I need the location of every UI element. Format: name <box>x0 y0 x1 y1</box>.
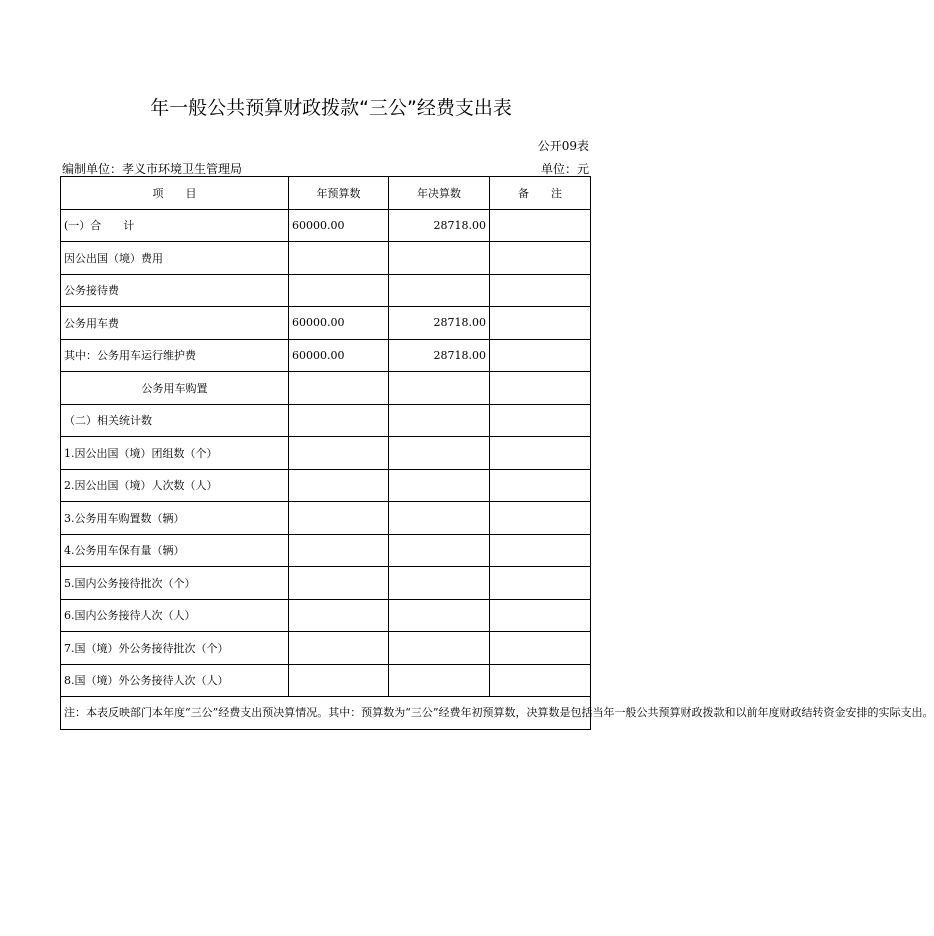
table-row <box>61 469 591 502</box>
currency-unit: 单位：元 <box>540 162 589 176</box>
row-remark <box>490 469 591 502</box>
table-row <box>61 274 591 307</box>
table-row <box>61 534 591 567</box>
row-remark <box>490 502 591 535</box>
row-budget <box>289 567 389 600</box>
page-title: 年一般公共预算财政拨款“三公”经费支出表 <box>150 97 512 119</box>
header-final: 年决算数 <box>389 177 490 210</box>
row-final <box>389 274 490 307</box>
row-remark <box>490 404 591 437</box>
row-remark <box>490 534 591 567</box>
row-budget <box>289 404 389 437</box>
row-budget <box>289 664 389 697</box>
row-budget <box>289 502 389 535</box>
row-remark <box>490 567 591 600</box>
row-label: 1.因公出国（境）团组数（个） <box>61 437 289 470</box>
row-label: 5.国内公务接待批次（个） <box>61 567 289 600</box>
row-label: 6.国内公务接待人次（人） <box>61 599 289 632</box>
row-label: 公务用车费 <box>61 307 289 340</box>
header-budget: 年预算数 <box>289 177 389 210</box>
table-row <box>61 437 591 470</box>
row-label: （二）相关统计数 <box>61 404 289 437</box>
row-final <box>389 469 490 502</box>
row-final <box>389 567 490 600</box>
row-final <box>389 502 490 535</box>
row-budget <box>289 632 389 665</box>
row-final: 28718.00 <box>389 307 490 340</box>
table-row <box>61 632 591 665</box>
row-budget: 60000.00 <box>289 339 389 372</box>
row-budget <box>289 372 389 405</box>
form-code: 公开09表 <box>537 139 589 153</box>
table-row <box>61 307 591 340</box>
row-remark <box>490 209 591 242</box>
row-remark <box>490 339 591 372</box>
header-item: 项 目 <box>61 177 289 210</box>
table-row <box>61 404 591 437</box>
row-final <box>389 404 490 437</box>
row-remark <box>490 242 591 275</box>
row-remark <box>490 437 591 470</box>
row-budget <box>289 242 389 275</box>
table-row <box>61 242 591 275</box>
row-label: 公务用车购置 <box>61 372 289 405</box>
row-label: (一）合 计 <box>61 209 289 242</box>
expense-table <box>60 176 934 730</box>
table-row <box>61 339 591 372</box>
compiling-unit: 编制单位：孝义市环境卫生管理局 <box>62 162 243 176</box>
header-remark: 备 注 <box>490 177 591 210</box>
row-budget <box>289 469 389 502</box>
row-remark <box>490 307 591 340</box>
table-row <box>61 599 591 632</box>
row-final: 28718.00 <box>389 339 490 372</box>
row-budget <box>289 534 389 567</box>
row-remark <box>490 372 591 405</box>
table-note: 注：本表反映部门本年度“三公”经费支出预决算情况。其中：预算数为“三公”经费年初预算数，决算数是包括当年一般公共预算财政拨款和以前年度财政结转资金安排的实际支出。 <box>61 697 591 730</box>
table-row <box>61 502 591 535</box>
row-final <box>389 437 490 470</box>
row-remark <box>490 599 591 632</box>
table-row <box>61 209 591 242</box>
row-remark <box>490 664 591 697</box>
row-budget: 60000.00 <box>289 307 389 340</box>
row-final <box>389 664 490 697</box>
row-final <box>389 632 490 665</box>
row-budget <box>289 274 389 307</box>
row-final: 28718.00 <box>389 209 490 242</box>
row-label: 7.国（境）外公务接待批次（个） <box>61 632 289 665</box>
table-header-row <box>61 177 591 210</box>
row-final <box>389 372 490 405</box>
row-budget <box>289 437 389 470</box>
note-row <box>61 697 591 730</box>
row-label: 8.国（境）外公务接待人次（人） <box>61 664 289 697</box>
table-row <box>61 664 591 697</box>
row-remark <box>490 632 591 665</box>
row-final <box>389 242 490 275</box>
row-budget: 60000.00 <box>289 209 389 242</box>
table-row <box>61 372 591 405</box>
row-budget <box>289 599 389 632</box>
row-final <box>389 534 490 567</box>
row-label: 因公出国（境）费用 <box>61 242 289 275</box>
row-label: 2.因公出国（境）人次数（人） <box>61 469 289 502</box>
row-label: 其中：公务用车运行维护费 <box>61 339 289 372</box>
table-row <box>61 567 591 600</box>
row-final <box>389 599 490 632</box>
row-label: 4.公务用车保有量（辆） <box>61 534 289 567</box>
row-label: 3.公务用车购置数（辆） <box>61 502 289 535</box>
row-label: 公务接待费 <box>61 274 289 307</box>
row-remark <box>490 274 591 307</box>
